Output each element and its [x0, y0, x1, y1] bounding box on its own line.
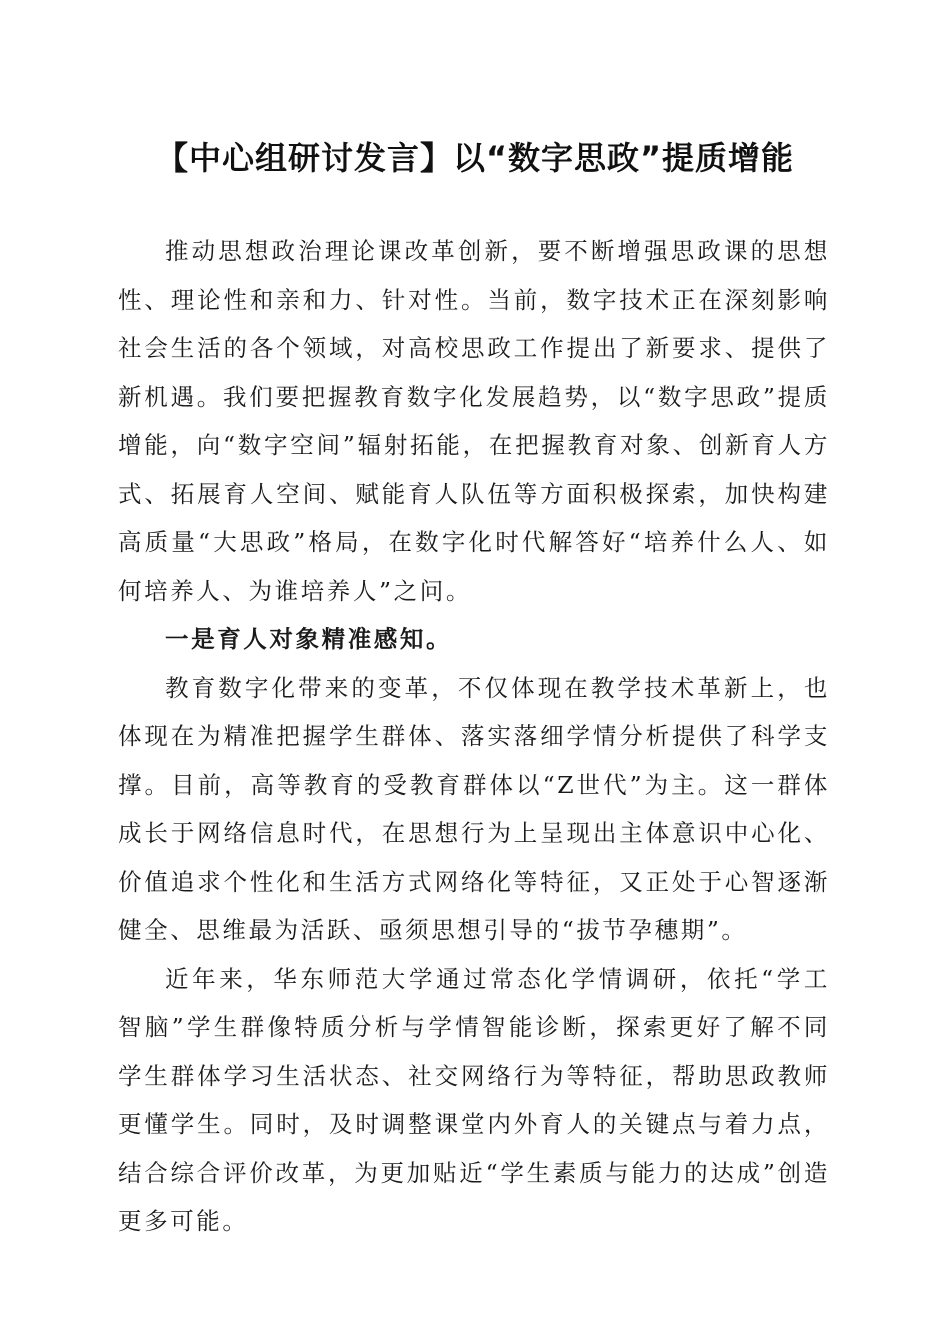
document-body: [118, 227, 830, 1246]
paragraph-digital-change: 教育数字化带来的变革，不仅体现在教学技术革新上，也体现在为精准把握学生群体、落实落细学情分析提供了科学支撑。目前，高等教育的受教育群体以“Z世代”为主。这一群体成长于网络信息时代，在思想行为上呈现出主体意识中心化、价值追求个性化和生活方式网络化等特征，又正处于心智逐渐健全、思维最为活跃、亟须思想引导的“拔节孕穗期”。: [118, 673, 830, 944]
section-heading: 一是育人对象精准感知。: [165, 625, 453, 653]
document-title: 【中心组研讨发言】以“数字思政”提质增能: [155, 139, 795, 177]
paragraph-ecnu-practice: 近年来，华东师范大学通过常态化学情调研，依托“学工智脑”学生群像特质分析与学情智能诊断，探索更好了解不同学生群体学习生活状态、社交网络行为等特征，帮助思政教师更懂学生。同时，及时调整课堂内外育人的关键点与着力点，结合综合评价改革，为更加贴近“学生素质与能力的达成”创造更多可能。: [118, 964, 830, 1235]
paragraph-intro: 推动思想政治理论课改革创新，要不断增强思政课的思想性、理论性和亲和力、针对性。当前，数字技术正在深刻影响社会生活的各个领域，对高校思政工作提出了新要求、提供了新机遇。我们要把握教育数字化发展趋势，以“数字思政”提质增能，向“数字空间”辐射拓能，在把握教育对象、创新育人方式、拓展育人空间、赋能育人队伍等方面积极探索，加快构建高质量“大思政”格局，在数字化时代解答好“培养什么人、如何培养人、为谁培养人”之问。: [118, 237, 830, 605]
